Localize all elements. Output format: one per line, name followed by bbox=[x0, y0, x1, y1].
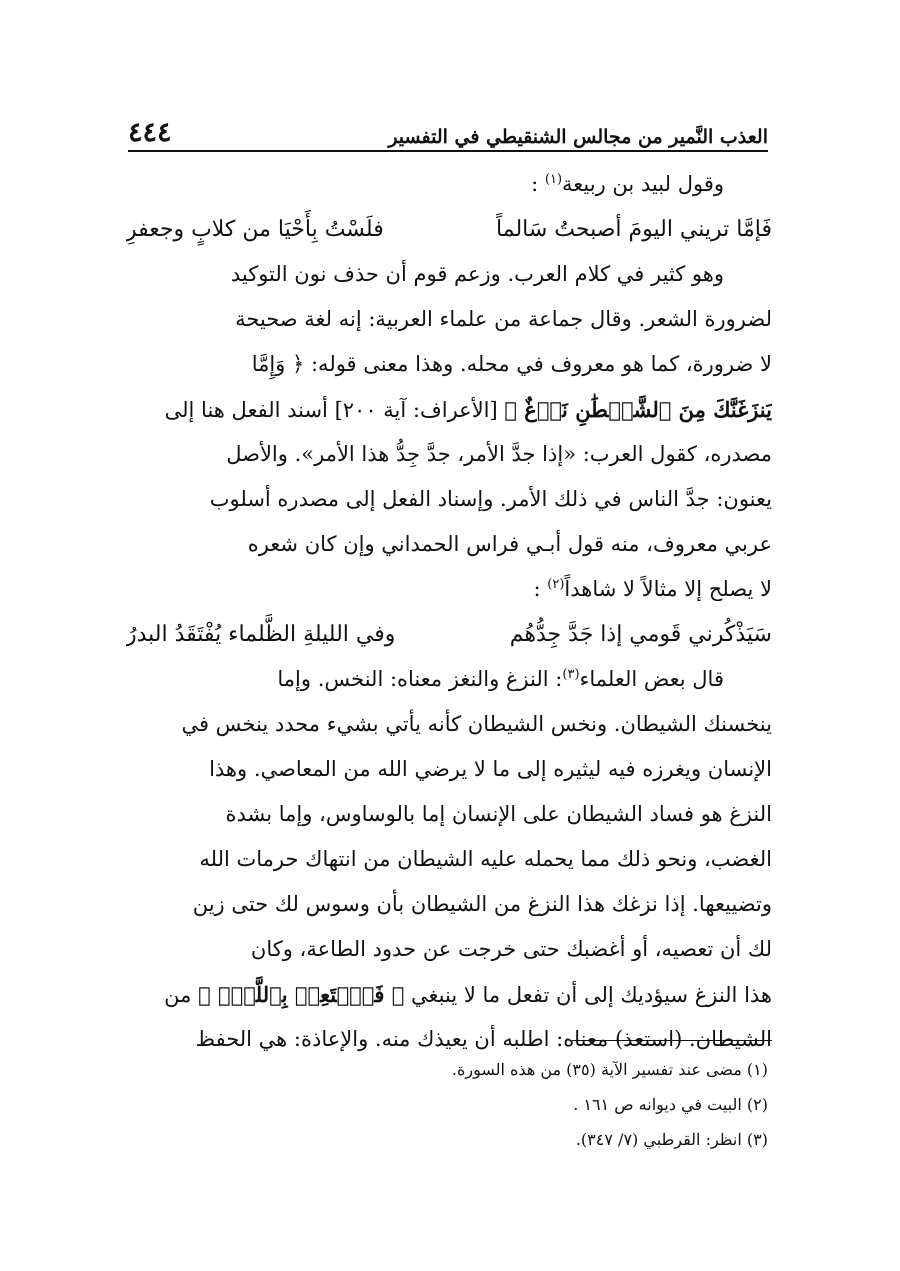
quran-quote: ﴿ فَٱسۡتَعِذۡ بِٱللَّهِۚ ﴾ bbox=[198, 982, 405, 1007]
footnote-ref: (٣) bbox=[562, 667, 580, 682]
running-title: العذب النَّمير من مجالس الشنقيطي في التفسير bbox=[388, 126, 768, 148]
text-line bbox=[126, 387, 772, 432]
text-line: الإنسان ويغرزه فيه ليثيره إلى ما لا يرضي الله من المعاصي. وهذا bbox=[209, 757, 772, 781]
footnote-ref: (٢) bbox=[547, 577, 565, 592]
text-line: وهو كثير في كلام العرب. وزعم قوم أن حذف نون التوكيد bbox=[230, 262, 724, 286]
verse-first-hemistich: سَيَذْكُرني قَومي إذا جَدَّ جِدُّهُم bbox=[509, 622, 772, 647]
footnote: (٢) البيت في ديوانه ص ١٦١ . bbox=[573, 1095, 768, 1114]
line-text: : bbox=[533, 577, 541, 601]
line-text: قال بعض العلماء bbox=[579, 667, 724, 691]
page-number: ٤٤٤ bbox=[128, 117, 172, 148]
footnote-rule bbox=[572, 1040, 772, 1041]
line-text: لا يصلح إلا مثالاً لا شاهداً bbox=[564, 577, 772, 601]
footnote-ref: (١) bbox=[544, 172, 563, 187]
text-line bbox=[126, 162, 772, 207]
text-line: ينخسنك الشيطان. ونخس الشيطان كأنه يأتي بشيء محدد ينخس في bbox=[181, 712, 772, 736]
line-text: [الأعراف: آية ٢٠٠] أسند الفعل هنا إلى bbox=[164, 398, 498, 422]
text-line bbox=[126, 567, 772, 612]
text-line: وتضييعها. إذا نزغك هذا النزغ من الشيطان بأن وسوس لك حتى زين bbox=[192, 892, 772, 916]
text-line: عربي معروف، منه قول أبـي فراس الحمداني وإن كان شعره bbox=[247, 532, 772, 556]
verse-second-hemistich: وفي الليلةِ الظَّلماء يُفْتَقَدُ البدرُ bbox=[126, 622, 396, 647]
text-line bbox=[126, 657, 772, 702]
text-line: لا ضرورة، كما هو معروف في محله. وهذا معنى قوله: ﴿ وَإِمَّا bbox=[251, 352, 772, 376]
header-rule bbox=[128, 150, 768, 152]
text-line: مصدره، كقول العرب: «إذا جدَّ الأمر، جدَّ جِدُّ هذا الأمر». والأصل bbox=[226, 442, 772, 466]
line-text: من bbox=[164, 983, 192, 1007]
text-line bbox=[126, 972, 772, 1017]
footnote: (٣) انظر: القرطبي (٧/ ٣٤٧). bbox=[575, 1130, 768, 1149]
text-line: الغضب، ونحو ذلك مما يحمله عليه الشيطان من انتهاك حرمات الله bbox=[199, 847, 772, 871]
footnote: (١) مضى عند تفسير الآية (٣٥) من هذه السورة. bbox=[451, 1060, 768, 1079]
line-text: : النزغ والنغز معناه: النخس. وإما bbox=[277, 667, 563, 691]
text-line: الشيطان. (استعذ) معناه: اطلبه أن يعيذك منه. والإعاذة: هي الحفظ bbox=[195, 1027, 772, 1051]
poetry-verse bbox=[126, 207, 772, 252]
text-line: النزغ هو فساد الشيطان على الإنسان إما بالوساوس، وإما بشدة bbox=[225, 802, 772, 826]
text-line: لك أن تعصيه، أو أغضبك حتى خرجت عن حدود الطاعة، وكان bbox=[250, 937, 772, 961]
quran-quote: يَنزَغَنَّكَ مِنَ ٱلشَّيۡطَٰنِ نَزۡغٌ ﴾ bbox=[504, 397, 772, 422]
text-line: يعنون: جدَّ الناس في ذلك الأمر. وإسناد الفعل إلى مصدره أسلوب bbox=[209, 487, 772, 511]
line-text: : bbox=[531, 172, 539, 196]
verse-first-hemistich: فَإمَّا تريني اليومَ أصبحتُ سَالماً bbox=[496, 217, 772, 242]
footnotes bbox=[128, 1052, 768, 1157]
line-text: وقول لبيد بن ربيعة bbox=[562, 172, 724, 196]
body-text bbox=[126, 162, 772, 1062]
text-line: لضرورة الشعر. وقال جماعة من علماء العربية: إنه لغة صحيحة bbox=[235, 307, 772, 331]
verse-second-hemistich: فلَسْتُ بِأَحْيَا من كلابٍ وجعفرِ bbox=[126, 217, 384, 242]
page-header bbox=[128, 108, 768, 148]
line-text: هذا النزغ سيؤديك إلى أن تفعل ما لا ينبغي bbox=[411, 983, 772, 1007]
poetry-verse bbox=[126, 612, 772, 657]
